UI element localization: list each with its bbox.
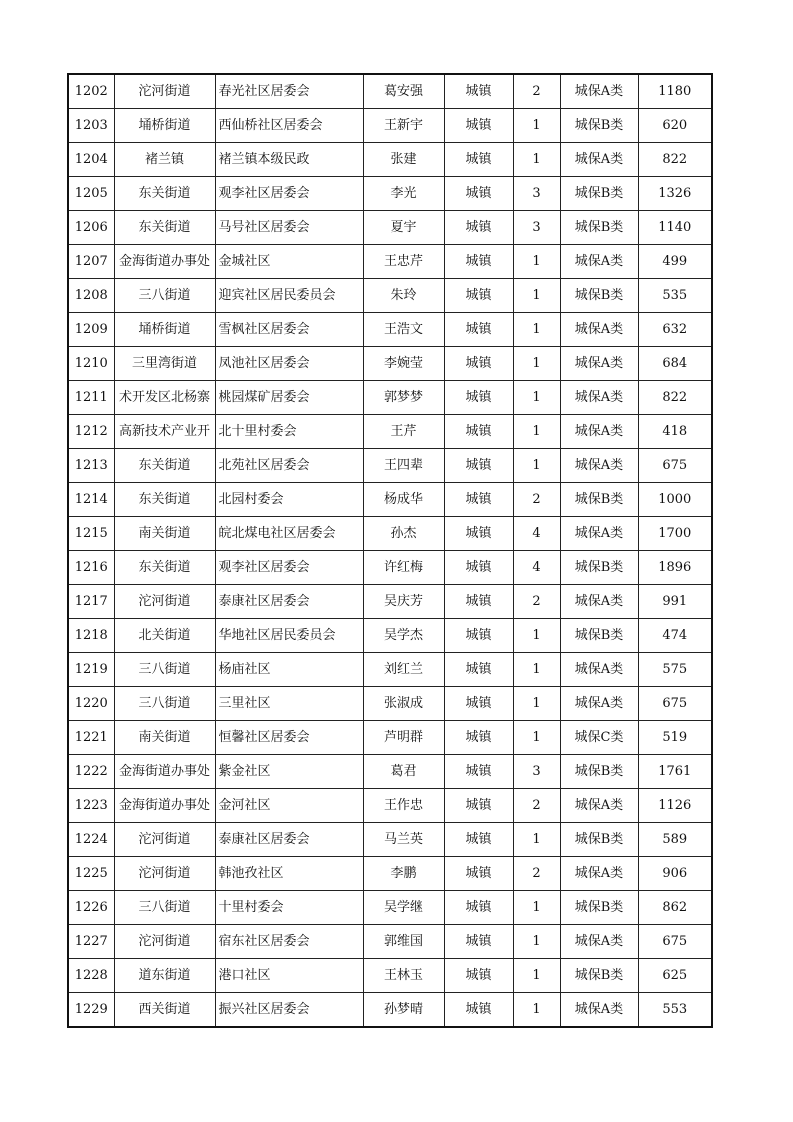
amount-cell: 625 xyxy=(638,959,712,993)
street-office-cell: 三八街道 xyxy=(114,891,215,925)
row-number-cell: 1202 xyxy=(68,74,114,109)
area-type-cell: 城镇 xyxy=(444,177,513,211)
insurance-category-cell: 城保A类 xyxy=(560,415,638,449)
insurance-category-cell: 城保A类 xyxy=(560,857,638,891)
area-type-cell: 城镇 xyxy=(444,245,513,279)
community-name-cell: 紫金社区 xyxy=(215,755,363,789)
row-number-cell: 1205 xyxy=(68,177,114,211)
row-number-cell: 1210 xyxy=(68,347,114,381)
household-count-cell: 1 xyxy=(513,347,560,381)
table-row xyxy=(68,347,712,381)
table-row xyxy=(68,959,712,993)
person-name-cell: 李婉莹 xyxy=(363,347,444,381)
area-type-cell: 城镇 xyxy=(444,823,513,857)
row-number-cell: 1215 xyxy=(68,517,114,551)
person-name-cell: 李鹏 xyxy=(363,857,444,891)
insurance-category-cell: 城保A类 xyxy=(560,313,638,347)
table-row xyxy=(68,789,712,823)
household-count-cell: 2 xyxy=(513,789,560,823)
person-name-cell: 马兰英 xyxy=(363,823,444,857)
table-row xyxy=(68,721,712,755)
row-number-cell: 1220 xyxy=(68,687,114,721)
street-office-cell: 东关街道 xyxy=(114,211,215,245)
area-type-cell: 城镇 xyxy=(444,313,513,347)
street-office-cell: 三八街道 xyxy=(114,687,215,721)
insurance-category-cell: 城保B类 xyxy=(560,959,638,993)
amount-cell: 906 xyxy=(638,857,712,891)
person-name-cell: 吴学继 xyxy=(363,891,444,925)
household-count-cell: 3 xyxy=(513,211,560,245)
community-name-cell: 桃园煤矿居委会 xyxy=(215,381,363,415)
household-count-cell: 3 xyxy=(513,755,560,789)
street-office-cell: 高新技术产业开 xyxy=(114,415,215,449)
insurance-category-cell: 城保A类 xyxy=(560,517,638,551)
street-office-cell: 三八街道 xyxy=(114,653,215,687)
area-type-cell: 城镇 xyxy=(444,483,513,517)
street-office-cell: 东关街道 xyxy=(114,177,215,211)
row-number-cell: 1203 xyxy=(68,109,114,143)
street-office-cell: 沱河街道 xyxy=(114,857,215,891)
street-office-cell: 北关街道 xyxy=(114,619,215,653)
area-type-cell: 城镇 xyxy=(444,789,513,823)
street-office-cell: 埇桥街道 xyxy=(114,313,215,347)
row-number-cell: 1208 xyxy=(68,279,114,313)
person-name-cell: 孙杰 xyxy=(363,517,444,551)
insurance-category-cell: 城保B类 xyxy=(560,891,638,925)
community-name-cell: 凤池社区居委会 xyxy=(215,347,363,381)
amount-cell: 535 xyxy=(638,279,712,313)
table-row xyxy=(68,687,712,721)
community-name-cell: 北十里村委会 xyxy=(215,415,363,449)
person-name-cell: 刘红兰 xyxy=(363,653,444,687)
row-number-cell: 1214 xyxy=(68,483,114,517)
insurance-category-cell: 城保B类 xyxy=(560,483,638,517)
street-office-cell: 道东街道 xyxy=(114,959,215,993)
area-type-cell: 城镇 xyxy=(444,755,513,789)
table-row xyxy=(68,449,712,483)
area-type-cell: 城镇 xyxy=(444,517,513,551)
person-name-cell: 芦明群 xyxy=(363,721,444,755)
row-number-cell: 1229 xyxy=(68,993,114,1028)
area-type-cell: 城镇 xyxy=(444,109,513,143)
street-office-cell: 东关街道 xyxy=(114,483,215,517)
person-name-cell: 葛安强 xyxy=(363,74,444,109)
person-name-cell: 王林玉 xyxy=(363,959,444,993)
street-office-cell: 三里湾街道 xyxy=(114,347,215,381)
table-row xyxy=(68,74,712,109)
row-number-cell: 1209 xyxy=(68,313,114,347)
street-office-cell: 金海街道办事处 xyxy=(114,245,215,279)
amount-cell: 418 xyxy=(638,415,712,449)
street-office-cell: 褚兰镇 xyxy=(114,143,215,177)
insurance-category-cell: 城保A类 xyxy=(560,993,638,1028)
household-count-cell: 2 xyxy=(513,857,560,891)
community-name-cell: 港口社区 xyxy=(215,959,363,993)
street-office-cell: 东关街道 xyxy=(114,551,215,585)
person-name-cell: 王芹 xyxy=(363,415,444,449)
insurance-category-cell: 城保A类 xyxy=(560,74,638,109)
amount-cell: 553 xyxy=(638,993,712,1028)
amount-cell: 991 xyxy=(638,585,712,619)
table-row xyxy=(68,823,712,857)
community-name-cell: 振兴社区居委会 xyxy=(215,993,363,1028)
household-count-cell: 1 xyxy=(513,959,560,993)
insurance-category-cell: 城保C类 xyxy=(560,721,638,755)
amount-cell: 620 xyxy=(638,109,712,143)
household-count-cell: 1 xyxy=(513,449,560,483)
row-number-cell: 1221 xyxy=(68,721,114,755)
area-type-cell: 城镇 xyxy=(444,381,513,415)
household-count-cell: 1 xyxy=(513,721,560,755)
area-type-cell: 城镇 xyxy=(444,619,513,653)
area-type-cell: 城镇 xyxy=(444,653,513,687)
row-number-cell: 1226 xyxy=(68,891,114,925)
amount-cell: 632 xyxy=(638,313,712,347)
row-number-cell: 1216 xyxy=(68,551,114,585)
community-name-cell: 十里村委会 xyxy=(215,891,363,925)
person-name-cell: 王作忠 xyxy=(363,789,444,823)
area-type-cell: 城镇 xyxy=(444,687,513,721)
community-name-cell: 金城社区 xyxy=(215,245,363,279)
household-count-cell: 1 xyxy=(513,653,560,687)
insurance-category-cell: 城保B类 xyxy=(560,823,638,857)
area-type-cell: 城镇 xyxy=(444,415,513,449)
table-row xyxy=(68,857,712,891)
table-row xyxy=(68,925,712,959)
community-name-cell: 杨庙社区 xyxy=(215,653,363,687)
person-name-cell: 李光 xyxy=(363,177,444,211)
area-type-cell: 城镇 xyxy=(444,211,513,245)
household-count-cell: 1 xyxy=(513,415,560,449)
insurance-category-cell: 城保A类 xyxy=(560,143,638,177)
household-count-cell: 3 xyxy=(513,177,560,211)
household-count-cell: 1 xyxy=(513,279,560,313)
community-name-cell: 恒馨社区居委会 xyxy=(215,721,363,755)
area-type-cell: 城镇 xyxy=(444,347,513,381)
household-count-cell: 1 xyxy=(513,313,560,347)
community-name-cell: 北园村委会 xyxy=(215,483,363,517)
amount-cell: 1700 xyxy=(638,517,712,551)
table-row xyxy=(68,381,712,415)
row-number-cell: 1228 xyxy=(68,959,114,993)
household-count-cell: 2 xyxy=(513,74,560,109)
area-type-cell: 城镇 xyxy=(444,959,513,993)
street-office-cell: 术开发区北杨寨 xyxy=(114,381,215,415)
area-type-cell: 城镇 xyxy=(444,279,513,313)
street-office-cell: 沱河街道 xyxy=(114,74,215,109)
street-office-cell: 金海街道办事处 xyxy=(114,789,215,823)
community-name-cell: 北苑社区居委会 xyxy=(215,449,363,483)
person-name-cell: 杨成华 xyxy=(363,483,444,517)
row-number-cell: 1217 xyxy=(68,585,114,619)
area-type-cell: 城镇 xyxy=(444,143,513,177)
household-count-cell: 1 xyxy=(513,823,560,857)
insurance-category-cell: 城保B类 xyxy=(560,619,638,653)
area-type-cell: 城镇 xyxy=(444,551,513,585)
household-count-cell: 1 xyxy=(513,619,560,653)
household-count-cell: 1 xyxy=(513,381,560,415)
table-row xyxy=(68,415,712,449)
household-count-cell: 1 xyxy=(513,891,560,925)
area-type-cell: 城镇 xyxy=(444,585,513,619)
table-row xyxy=(68,177,712,211)
household-count-cell: 1 xyxy=(513,245,560,279)
insurance-category-cell: 城保A类 xyxy=(560,245,638,279)
area-type-cell: 城镇 xyxy=(444,891,513,925)
insurance-category-cell: 城保B类 xyxy=(560,755,638,789)
person-name-cell: 王新宇 xyxy=(363,109,444,143)
amount-cell: 1140 xyxy=(638,211,712,245)
insurance-category-cell: 城保A类 xyxy=(560,449,638,483)
community-name-cell: 三里社区 xyxy=(215,687,363,721)
amount-cell: 675 xyxy=(638,449,712,483)
person-name-cell: 夏宇 xyxy=(363,211,444,245)
area-type-cell: 城镇 xyxy=(444,993,513,1028)
community-name-cell: 皖北煤电社区居委会 xyxy=(215,517,363,551)
insurance-category-cell: 城保A类 xyxy=(560,585,638,619)
table-row xyxy=(68,313,712,347)
insurance-category-cell: 城保B类 xyxy=(560,109,638,143)
community-name-cell: 泰康社区居委会 xyxy=(215,823,363,857)
person-name-cell: 郭梦梦 xyxy=(363,381,444,415)
person-name-cell: 吴庆芳 xyxy=(363,585,444,619)
row-number-cell: 1204 xyxy=(68,143,114,177)
street-office-cell: 南关街道 xyxy=(114,517,215,551)
table-row xyxy=(68,551,712,585)
person-name-cell: 孙梦晴 xyxy=(363,993,444,1028)
insurance-category-cell: 城保B类 xyxy=(560,177,638,211)
insurance-category-cell: 城保A类 xyxy=(560,925,638,959)
amount-cell: 675 xyxy=(638,925,712,959)
community-name-cell: 华地社区居民委员会 xyxy=(215,619,363,653)
community-name-cell: 雪枫社区居委会 xyxy=(215,313,363,347)
area-type-cell: 城镇 xyxy=(444,857,513,891)
table-row xyxy=(68,891,712,925)
table-row xyxy=(68,619,712,653)
amount-cell: 862 xyxy=(638,891,712,925)
street-office-cell: 沱河街道 xyxy=(114,823,215,857)
insurance-category-cell: 城保A类 xyxy=(560,789,638,823)
amount-cell: 675 xyxy=(638,687,712,721)
amount-cell: 1761 xyxy=(638,755,712,789)
row-number-cell: 1225 xyxy=(68,857,114,891)
insurance-category-cell: 城保A类 xyxy=(560,687,638,721)
row-number-cell: 1224 xyxy=(68,823,114,857)
street-office-cell: 西关街道 xyxy=(114,993,215,1028)
area-type-cell: 城镇 xyxy=(444,721,513,755)
street-office-cell: 三八街道 xyxy=(114,279,215,313)
table-row xyxy=(68,245,712,279)
person-name-cell: 葛君 xyxy=(363,755,444,789)
household-count-cell: 1 xyxy=(513,109,560,143)
person-name-cell: 朱玲 xyxy=(363,279,444,313)
community-name-cell: 宿东社区居委会 xyxy=(215,925,363,959)
amount-cell: 474 xyxy=(638,619,712,653)
table-row xyxy=(68,279,712,313)
household-count-cell: 1 xyxy=(513,925,560,959)
household-count-cell: 1 xyxy=(513,687,560,721)
street-office-cell: 沱河街道 xyxy=(114,925,215,959)
table-row xyxy=(68,109,712,143)
table-row xyxy=(68,483,712,517)
row-number-cell: 1211 xyxy=(68,381,114,415)
person-name-cell: 王忠芹 xyxy=(363,245,444,279)
table-row xyxy=(68,993,712,1028)
amount-cell: 519 xyxy=(638,721,712,755)
community-name-cell: 金河社区 xyxy=(215,789,363,823)
street-office-cell: 南关街道 xyxy=(114,721,215,755)
person-name-cell: 张建 xyxy=(363,143,444,177)
table-row xyxy=(68,211,712,245)
insurance-category-cell: 城保B类 xyxy=(560,551,638,585)
street-office-cell: 沱河街道 xyxy=(114,585,215,619)
table-row xyxy=(68,653,712,687)
community-name-cell: 泰康社区居委会 xyxy=(215,585,363,619)
community-name-cell: 韩池孜社区 xyxy=(215,857,363,891)
insurance-category-cell: 城保A类 xyxy=(560,347,638,381)
household-count-cell: 1 xyxy=(513,143,560,177)
community-name-cell: 春光社区居委会 xyxy=(215,74,363,109)
person-name-cell: 王浩文 xyxy=(363,313,444,347)
person-name-cell: 王四辈 xyxy=(363,449,444,483)
table-row xyxy=(68,517,712,551)
amount-cell: 1326 xyxy=(638,177,712,211)
row-number-cell: 1222 xyxy=(68,755,114,789)
person-name-cell: 吴学杰 xyxy=(363,619,444,653)
street-office-cell: 东关街道 xyxy=(114,449,215,483)
area-type-cell: 城镇 xyxy=(444,449,513,483)
insurance-category-cell: 城保B类 xyxy=(560,279,638,313)
amount-cell: 684 xyxy=(638,347,712,381)
amount-cell: 1126 xyxy=(638,789,712,823)
amount-cell: 499 xyxy=(638,245,712,279)
row-number-cell: 1218 xyxy=(68,619,114,653)
household-count-cell: 1 xyxy=(513,993,560,1028)
area-type-cell: 城镇 xyxy=(444,74,513,109)
table-row xyxy=(68,585,712,619)
community-name-cell: 观李社区居委会 xyxy=(215,177,363,211)
person-name-cell: 许红梅 xyxy=(363,551,444,585)
household-count-cell: 2 xyxy=(513,483,560,517)
household-count-cell: 2 xyxy=(513,585,560,619)
amount-cell: 589 xyxy=(638,823,712,857)
row-number-cell: 1223 xyxy=(68,789,114,823)
row-number-cell: 1219 xyxy=(68,653,114,687)
table-row xyxy=(68,143,712,177)
household-count-cell: 4 xyxy=(513,551,560,585)
community-name-cell: 观李社区居委会 xyxy=(215,551,363,585)
row-number-cell: 1207 xyxy=(68,245,114,279)
person-name-cell: 张淑成 xyxy=(363,687,444,721)
area-type-cell: 城镇 xyxy=(444,925,513,959)
table-row xyxy=(68,755,712,789)
insurance-category-cell: 城保A类 xyxy=(560,381,638,415)
street-office-cell: 金海街道办事处 xyxy=(114,755,215,789)
household-count-cell: 4 xyxy=(513,517,560,551)
person-name-cell: 郭维国 xyxy=(363,925,444,959)
row-number-cell: 1206 xyxy=(68,211,114,245)
insurance-category-cell: 城保A类 xyxy=(560,653,638,687)
amount-cell: 1000 xyxy=(638,483,712,517)
community-name-cell: 西仙桥社区居委会 xyxy=(215,109,363,143)
assistance-table xyxy=(67,73,713,1028)
street-office-cell: 埇桥街道 xyxy=(114,109,215,143)
amount-cell: 575 xyxy=(638,653,712,687)
row-number-cell: 1227 xyxy=(68,925,114,959)
amount-cell: 822 xyxy=(638,381,712,415)
amount-cell: 1896 xyxy=(638,551,712,585)
amount-cell: 822 xyxy=(638,143,712,177)
row-number-cell: 1213 xyxy=(68,449,114,483)
row-number-cell: 1212 xyxy=(68,415,114,449)
amount-cell: 1180 xyxy=(638,74,712,109)
community-name-cell: 马号社区居委会 xyxy=(215,211,363,245)
community-name-cell: 迎宾社区居民委员会 xyxy=(215,279,363,313)
insurance-category-cell: 城保B类 xyxy=(560,211,638,245)
community-name-cell: 褚兰镇本级民政 xyxy=(215,143,363,177)
